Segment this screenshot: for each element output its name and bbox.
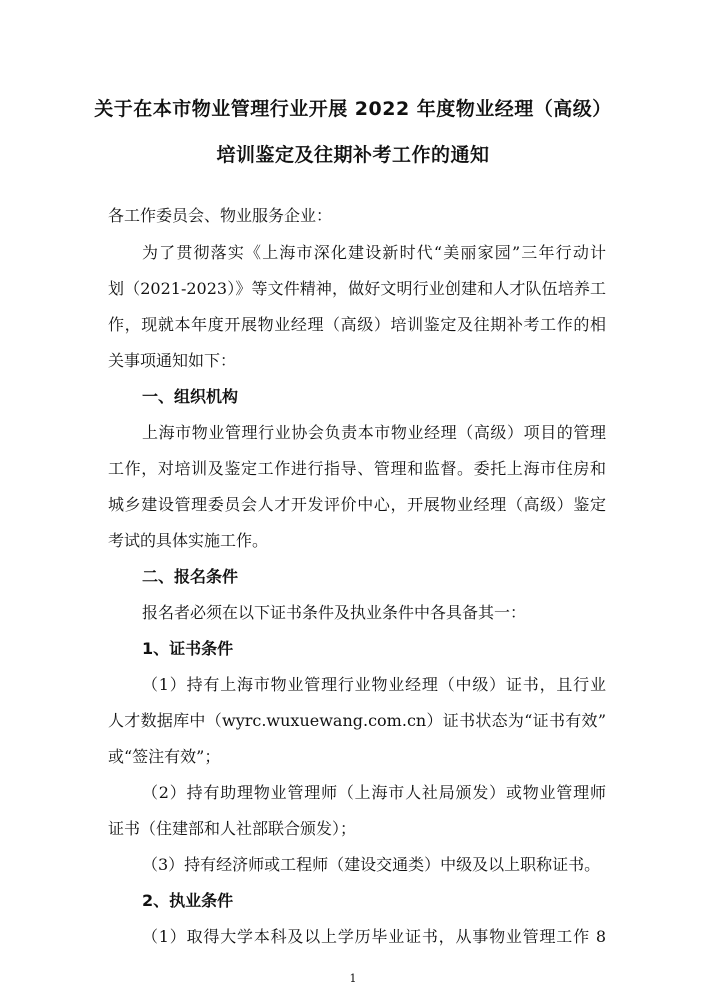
paragraph-line: （3）持有经济师或工程师（建设交通类）中级及以上职称证书。 [142,855,601,874]
intro-line: 为了贯彻落实《上海市深化建设新时代“美丽家园”三年行动计 [142,243,606,262]
salutation: 各工作委员会、物业服务企业： [108,206,333,225]
paragraph-line: 工作，对培训及鉴定工作进行指导、管理和监督。委托上海市住房和 [108,459,606,478]
paragraph-line: 人才数据库中（wyrc.wuxuewang.com.cn）证书状态为“证书有效” [108,711,606,730]
section-heading: 一、组织机构 [142,387,239,406]
intro-line: 关事项通知如下： [108,351,237,370]
paragraph-line: （2）持有助理物业管理师（上海市人社局颁发）或物业管理师 [142,783,606,802]
paragraph-line: 上海市物业管理行业协会负责本市物业经理（高级）项目的管理 [142,423,606,442]
paragraph-line: 城乡建设管理委员会人才开发评价中心，开展物业经理（高级）鉴定 [108,495,606,514]
subsection-heading: 2、执业条件 [142,891,234,910]
intro-line: 划（2021-2023）》等文件精神，做好文明行业创建和人才队伍培养工 [108,279,606,298]
paragraph-line: （1）取得大学本科及以上学历毕业证书，从事物业管理工作 8 [142,927,606,946]
document-title-line2: 培训鉴定及往期补考工作的通知 [216,144,490,166]
paragraph-line: 考试的具体实施工作。 [108,531,269,550]
paragraph-line: 报名者必须在以下证书条件及执业条件中各具备其一： [142,603,527,622]
paragraph-line: 证书（住建部和人社部联合颁发）； [108,819,357,838]
paragraph-line: （1）持有上海市物业管理行业物业经理（中级）证书，且行业 [142,675,606,694]
document-title-line1: 关于在本市物业管理行业开展 2022 年度物业经理（高级） [94,98,612,120]
intro-line: 作，现就本年度开展物业经理（高级）培训鉴定及往期补考工作的相 [108,315,606,334]
paragraph-line: 或“签注有效”； [108,747,221,766]
section-heading: 二、报名条件 [142,567,239,586]
page-number: 1 [349,972,357,985]
subsection-heading: 1、证书条件 [142,639,234,658]
